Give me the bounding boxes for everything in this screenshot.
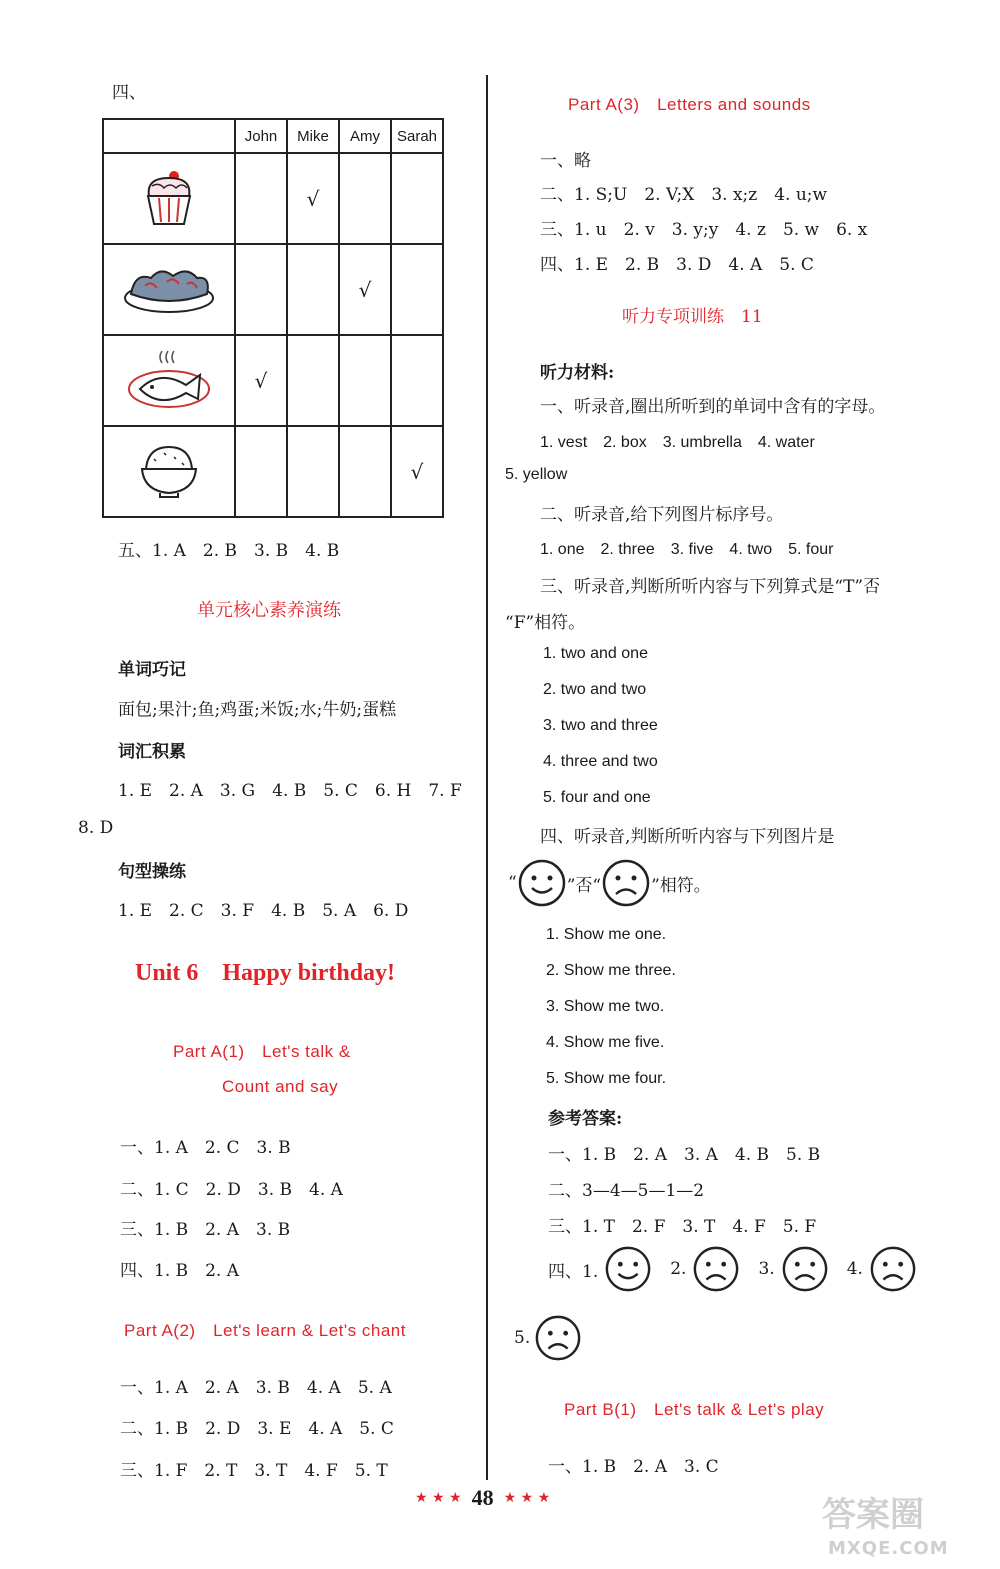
cell-mike: √ <box>287 153 339 244</box>
material-label: 听力材料: <box>540 363 615 383</box>
header-amy: Amy <box>339 119 391 153</box>
cell-sarah <box>391 244 443 335</box>
cell-amy <box>339 153 391 244</box>
table-corner <box>103 119 235 153</box>
l3-item: 1. two and one <box>543 645 648 662</box>
header-sarah: Sarah <box>391 119 443 153</box>
q4-label: 四、 <box>112 83 146 103</box>
l1-words: 1. vest 2. box 3. umbrella 4. water <box>540 434 815 451</box>
page-number: 48 <box>471 1485 494 1510</box>
cell-john <box>235 153 287 244</box>
sad-face-icon <box>601 858 651 908</box>
cell-sarah <box>391 335 443 426</box>
happy-face-icon <box>517 858 567 908</box>
listening-title: 听力专项训练 11 <box>622 307 763 327</box>
cell-mike <box>287 244 339 335</box>
r4-label-2: 2. <box>670 1259 687 1279</box>
partB1-title: Part B(1) Let's talk & Let's play <box>564 1400 825 1419</box>
cell-mike <box>287 335 339 426</box>
a3-answer-3: 三、1. u 2. v 3. y;y 4. z 5. w 6. x <box>540 220 868 240</box>
fish-icon <box>103 335 235 426</box>
happy-face-icon <box>604 1245 652 1293</box>
partA1-title-line2: Count and say <box>222 1077 339 1096</box>
a1-answer-1: 一、1. A 2. C 3. B <box>120 1138 291 1158</box>
cell-amy <box>339 335 391 426</box>
cell-mike <box>287 426 339 517</box>
ref-answer-5 <box>514 1314 582 1362</box>
ref-answer-1: 一、1. B 2. A 3. A 4. B 5. B <box>548 1145 821 1165</box>
a3-answer-1: 一、略 <box>540 151 591 171</box>
sentence-label: 句型操练 <box>118 862 186 882</box>
quote-open: “ <box>508 873 517 893</box>
sad-face-icon <box>781 1245 829 1293</box>
ref-answer-4 <box>548 1245 917 1293</box>
a2-answer-2: 二、1. B 2. D 3. E 4. A 5. C <box>120 1419 394 1439</box>
quote-mid: ”否“ <box>566 875 602 896</box>
cupcake-icon <box>103 153 235 244</box>
column-divider <box>486 75 488 1480</box>
table-row <box>103 335 443 426</box>
l4-instruction-2 <box>508 858 711 908</box>
table-row <box>103 244 443 335</box>
a3-answer-4: 四、1. E 2. B 3. D 4. A 5. C <box>540 255 814 275</box>
q5-answers: 五、1. A 2. B 3. B 4. B <box>118 541 340 561</box>
l1-instruction: 一、听录音,圈出所听到的单词中含有的字母。 <box>540 397 886 417</box>
a1-answer-4: 四、1. B 2. A <box>120 1261 240 1281</box>
cell-amy <box>339 426 391 517</box>
r4-prefix: 四、1. <box>548 1261 599 1282</box>
stars-right: ★ ★ ★ <box>503 1490 551 1506</box>
table-row <box>103 153 443 244</box>
cell-john <box>235 244 287 335</box>
header-mike: Mike <box>287 119 339 153</box>
sad-face-icon <box>692 1245 740 1293</box>
l3-item: 2. two and two <box>543 681 647 698</box>
watermark-url: MXQE.COM <box>828 1538 949 1559</box>
l4-instruction-1: 四、听录音,判断所听内容与下列图片是 <box>540 827 835 847</box>
vocab-memory: 面包;果汁;鱼;鸡蛋;米饭;水;牛奶;蛋糕 <box>118 700 397 720</box>
cell-sarah <box>391 153 443 244</box>
vocab-accum-line1: 1. E 2. A 3. G 4. B 5. C 6. H 7. F <box>118 781 462 801</box>
a1-answer-2: 二、1. C 2. D 3. B 4. A <box>120 1180 343 1200</box>
r5-label: 5. <box>514 1328 531 1348</box>
l3-instruction-2: “F”相符。 <box>505 613 586 633</box>
partA3-title: Part A(3) Letters and sounds <box>568 95 811 114</box>
table-header-row <box>103 119 443 153</box>
l2-instruction: 二、听录音,给下列图片标序号。 <box>540 505 784 525</box>
l3-item: 3. two and three <box>543 717 658 734</box>
header-john: John <box>235 119 287 153</box>
vocab-accum-line2: 8. D <box>78 818 114 838</box>
ref-label: 参考答案: <box>548 1109 623 1129</box>
r4-label-4: 4. <box>846 1259 863 1279</box>
vocab-accum-label: 词汇积累 <box>118 742 186 762</box>
ref-answer-3: 三、1. T 2. F 3. T 4. F 5. F <box>548 1217 817 1237</box>
rice-icon <box>103 426 235 517</box>
l4-item: 3. Show me two. <box>546 998 665 1015</box>
sentence-answers: 1. E 2. C 3. F 4. B 5. A 6. D <box>118 901 409 921</box>
a2-answer-3: 三、1. F 2. T 3. T 4. F 5. T <box>120 1461 388 1481</box>
a3-answer-2: 二、1. S;U 2. V;X 3. x;z 4. u;w <box>540 185 828 205</box>
bread-icon <box>103 244 235 335</box>
quote-close: ”相符。 <box>651 875 711 896</box>
b1-answer-1: 一、1. B 2. A 3. C <box>548 1457 719 1477</box>
l1-words-2: 5. yellow <box>505 466 568 483</box>
a2-answer-1: 一、1. A 2. A 3. B 4. A 5. A <box>120 1378 392 1398</box>
l4-item: 5. Show me four. <box>546 1070 667 1087</box>
a1-answer-3: 三、1. B 2. A 3. B <box>120 1220 291 1240</box>
l4-item: 2. Show me three. <box>546 962 676 979</box>
l4-item: 4. Show me five. <box>546 1034 665 1051</box>
l3-item: 5. four and one <box>543 789 651 806</box>
core-title: 单元核心素养演练 <box>197 600 341 621</box>
food-preference-table <box>102 118 444 518</box>
cell-amy: √ <box>339 244 391 335</box>
unit-title: Unit 6 Happy birthday! <box>135 960 396 986</box>
vocab-memory-label: 单词巧记 <box>118 660 186 680</box>
cell-sarah: √ <box>391 426 443 517</box>
page-footer <box>415 1485 550 1511</box>
sad-face-icon <box>534 1314 582 1362</box>
partA2-title: Part A(2) Let's learn & Let's chant <box>124 1321 406 1340</box>
l2-words: 1. one 2. three 3. five 4. two 5. four <box>540 541 834 558</box>
watermark-logo: 答案圈 <box>822 1495 924 1535</box>
sad-face-icon <box>869 1245 917 1293</box>
l3-instruction-1: 三、听录音,判断所听内容与下列算式是“T”否 <box>540 577 881 597</box>
cell-john <box>235 426 287 517</box>
partA1-title-line1: Part A(1) Let's talk & <box>173 1042 351 1061</box>
l3-item: 4. three and two <box>543 753 658 770</box>
ref-answer-2: 二、3—4—5—1—2 <box>548 1181 705 1201</box>
cell-john: √ <box>235 335 287 426</box>
l4-item: 1. Show me one. <box>546 926 667 943</box>
r4-label-3: 3. <box>758 1259 775 1279</box>
stars-left: ★ ★ ★ <box>415 1490 462 1506</box>
table-row <box>103 426 443 517</box>
